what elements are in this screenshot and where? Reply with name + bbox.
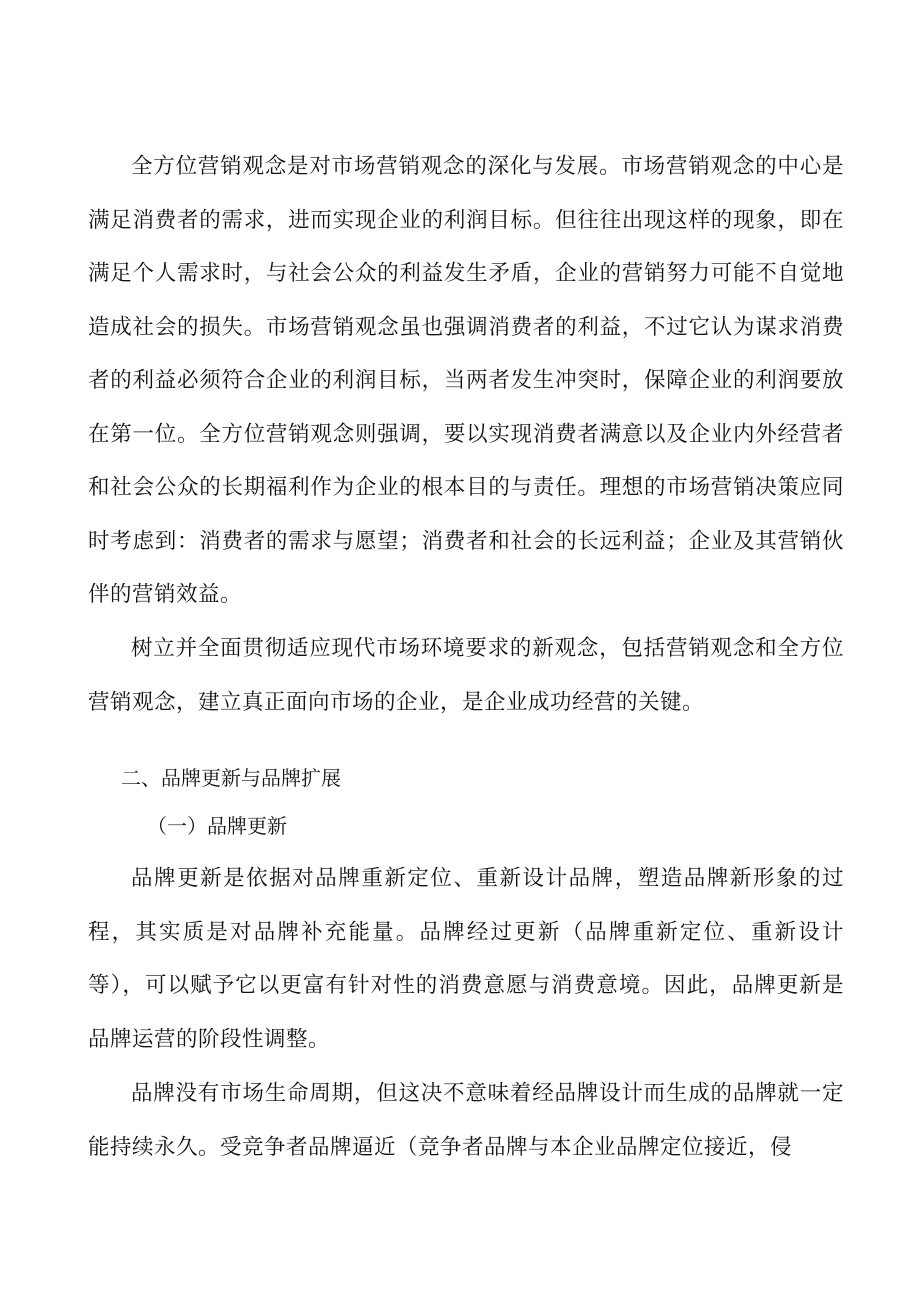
paragraph-brand-renewal-definition: 品牌更新是依据对品牌重新定位、重新设计品牌，塑造品牌新形象的过程，其实质是对品牌补充能量。品牌经过更新（品牌重新定位、重新设计等），可以赋予它以更富有针对性的消费意愿与消费意境。因此，品牌更新是品牌运营的阶段性调整。 (88, 866, 844, 1052)
subsection-heading-brand-renewal: （一）品牌更新 (147, 814, 287, 838)
paragraph-brand-lifecycle: 品牌没有市场生命周期，但这决不意味着经品牌设计而生成的品牌就一定能持续永久。受竞争者品牌逼近（竞争者品牌与本企业品牌定位接近，侵 (88, 1081, 844, 1160)
paragraph-holistic-marketing: 全方位营销观念是对市场营销观念的深化与发展。市场营销观念的中心是满足消费者的需求，进而实现企业的利润目标。但往往出现这样的现象，即在满足个人需求时，与社会公众的利益发生矛盾，企业的营销努力可能不自觉地造成社会的损失。市场营销观念虽也强调消费者的利益，不过它认为谋求消费者的利益必须符合企业的利润目标，当两者发生冲突时，保障企业的利润要放在第一位。全方位营销观念则强调，要以实现消费者满意以及企业内外经营者和社会公众的长期福利作为企业的根本目的与责任。理想的市场营销决策应同时考虑到：消费者的需求与愿望；消费者和社会的长远利益；企业及其营销伙伴的营销效益。 (88, 154, 844, 607)
paragraph-new-concepts: 树立并全面贯彻适应现代市场环境要求的新观念，包括营销观念和全方位营销观念，建立真正面向市场的企业，是企业成功经营的关键。 (88, 636, 844, 715)
section-heading-brand-renewal-extension: 二、品牌更新与品牌扩展 (121, 766, 341, 790)
